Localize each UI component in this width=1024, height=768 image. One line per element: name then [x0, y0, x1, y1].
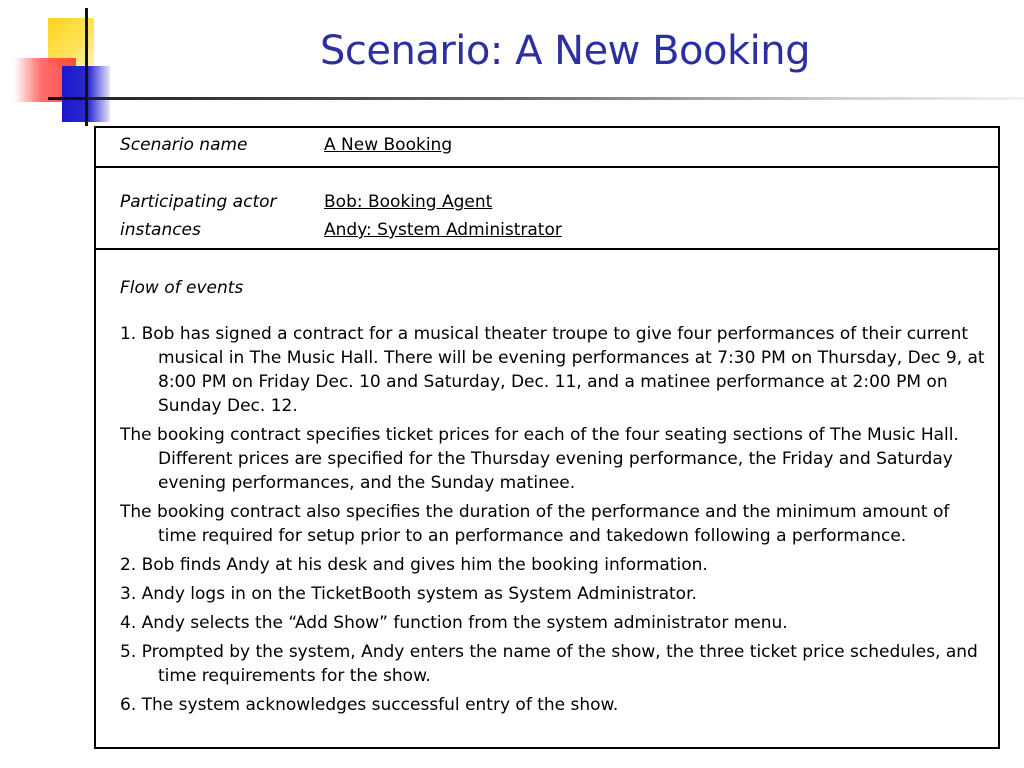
title-rule [88, 97, 1024, 100]
flow-item: 3. Andy logs in on the TicketBooth system as System Administrator. [120, 584, 697, 604]
actors-row [96, 168, 998, 250]
actor-andy: Andy: System Administrator [324, 220, 562, 240]
logo-vertical-line [85, 8, 88, 126]
actor-bob: Bob: Booking Agent [324, 192, 493, 212]
actors-label-line2: instances [120, 220, 201, 240]
flow-item: 6. The system acknowledges successful entry of the show. [120, 695, 619, 715]
flow-title: Flow of events [120, 278, 244, 298]
scenario-name-label: Scenario name [120, 135, 248, 155]
scenario-name-row [96, 128, 998, 168]
scenario-table [94, 126, 1000, 749]
flow-item: 1. Bob has signed a contract for a musical theater troupe to give four performances of their current musical in The Music Hall. There will be evening performances at 7:30 PM on Thursday, Dec 9, at 8:00 PM on Friday Dec. 10 and Saturday, Dec. 11, and a matinee performance at 2:00 PM on Sunday Dec. 12. [120, 324, 985, 416]
actors-label-line1: Participating actor [120, 192, 277, 212]
flow-item: 4. Andy selects the “Add Show” function from the system administrator menu. [120, 613, 788, 633]
decorative-logo [0, 0, 160, 130]
flow-item: The booking contract specifies ticket prices for each of the four seating sections of The Music Hall. Different prices are specified for the Thursday evening performance, the Friday and Saturday evening performances, and the Sunday matinee. [120, 425, 959, 493]
scenario-name-value: A New Booking [324, 135, 453, 155]
flow-item: The booking contract also specifies the duration of the performance and the minimum amount of time required for setup prior to an performance and takedown following a performance. [120, 502, 950, 546]
logo-horizontal-line [48, 97, 90, 100]
page-title: Scenario: A New Booking [319, 28, 811, 74]
flow-item: 5. Prompted by the system, Andy enters the name of the show, the three ticket price schedules, and time requirements for the show. [120, 642, 978, 686]
flow-list [120, 322, 990, 722]
flow-item: 2. Bob finds Andy at his desk and gives him the booking information. [120, 555, 708, 575]
flow-of-events-section [96, 250, 998, 747]
